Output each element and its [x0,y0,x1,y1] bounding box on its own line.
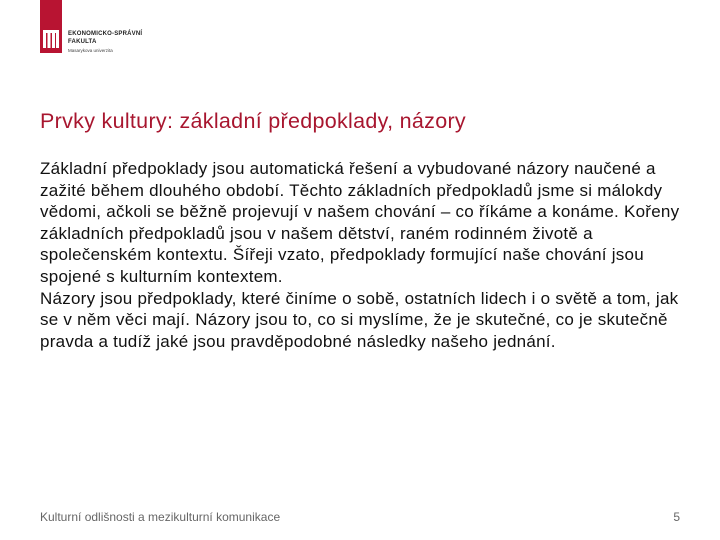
logo-text [68,30,142,56]
logo-faculty-name: EKONOMICKO-SPRÁVNÍ [68,31,143,37]
logo-faculty-word: FAKULTA [68,39,97,45]
paragraph-basic-assumptions: Základní předpoklady jsou automatická řešení a vybudované názory naučené a zažité během dlouhého období. Těchto základních předpokladů jsme si málokdy vědomi, ačkoli se běžně projevují v našem chování – co říkáme a konáme. Kořeny základních předpokladů jsou v našem dětství, raném rodinném životě a společenském kontextu. Šířeji vzato, předpoklady formující naše chování jsou spojené s kulturním kontextem. [40,159,680,286]
faculty-logo [40,0,170,60]
logo-emblem [40,0,62,53]
footer-course-name: Kulturní odlišnosti a mezikulturní komunikace [40,510,281,524]
slide-title: Prvky kultury: základní předpoklady, názory [40,109,466,133]
mu-monogram-icon [43,30,59,48]
logo-university-name: Masarykova univerzita [68,48,113,53]
page-number: 5 [673,510,680,524]
paragraph-beliefs: Názory jsou předpoklady, které činíme o sobě, ostatních lidech i o světě a tom, jak se v něm věci mají. Názory jsou to, co si myslíme, že je skutečné, co je skutečně pravda a tudíž jaké jsou pravděpodobné následky našeho jednání. [40,288,679,351]
slide-body [40,158,685,352]
